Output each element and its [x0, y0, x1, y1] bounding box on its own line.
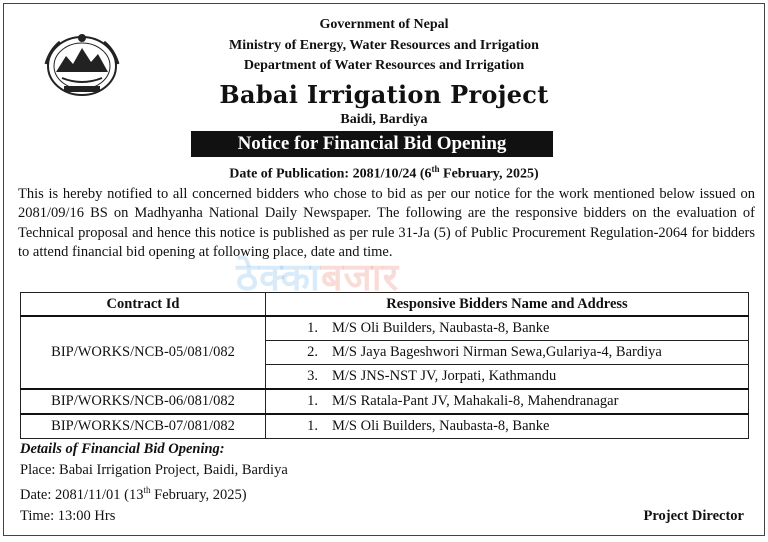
signatory: Project Director: [643, 508, 744, 524]
table-row: [21, 316, 749, 341]
bidder-cell: 1. M/S Oli Builders, Naubasta-8, Banke: [266, 414, 749, 439]
bidder-cell: 1. M/S Oli Builders, Naubasta-8, Banke: [266, 316, 749, 341]
table-row: [21, 389, 749, 414]
details-title: Details of Financial Bid Opening:: [20, 441, 225, 457]
watermark: ठेक्काबजार: [236, 255, 400, 299]
col-contract-id: Contract Id: [21, 293, 266, 317]
bidders-table: [20, 292, 749, 439]
bidder-cell: 2. M/S Jaya Bageshwori Nirman Sewa,Gulariya-4, Bardiya: [266, 341, 749, 365]
opening-date: Date: 2081/11/01 (13th February, 2025): [20, 485, 247, 503]
project-location: Baidi, Bardiya: [340, 112, 428, 127]
col-bidders: Responsive Bidders Name and Address: [266, 293, 749, 317]
contract-id-cell: BIP/WORKS/NCB-05/081/082: [21, 316, 266, 389]
government-line: Government of Nepal: [319, 17, 449, 32]
opening-place: Place: Babai Irrigation Project, Baidi, Bardiya: [20, 462, 288, 478]
notice-page: [3, 3, 765, 536]
table-row: [21, 414, 749, 439]
contract-id-cell: BIP/WORKS/NCB-06/081/082: [21, 389, 266, 414]
ministry-line: Ministry of Energy, Water Resources and Irrigation: [229, 38, 539, 53]
department-line: Department of Water Resources and Irrigation: [243, 58, 525, 73]
notice-title: Notice for Financial Bid Opening: [191, 131, 553, 157]
bidder-cell: 3. M/S JNS-NST JV, Jorpati, Kathmandu: [266, 365, 749, 390]
publication-date: Date of Publication: 2081/10/24 (6th February, 2025): [229, 164, 539, 182]
opening-time: Time: 13:00 Hrs: [20, 508, 116, 524]
contract-id-cell: BIP/WORKS/NCB-07/081/082: [21, 414, 266, 439]
project-title: Babai Irrigation Project: [219, 80, 549, 109]
bidder-cell: 1. M/S Ratala-Pant JV, Mahakali-8, Mahendranagar: [266, 389, 749, 414]
table-header-row: [21, 293, 749, 317]
notice-body: This is hereby notified to all concerned bidders who chose to bid as per our notice for the work mentioned below issued on 2081/09/16 BS on Madhyanha National Daily Newspaper. The following are the responsive bidders on the evaluation of Technical proposal and hence this notice is published as per rule 31-Ja (5) of Public Procurement Regulation-2064 for bidders to attend financial bid opening at following place, date and time.: [18, 186, 755, 261]
